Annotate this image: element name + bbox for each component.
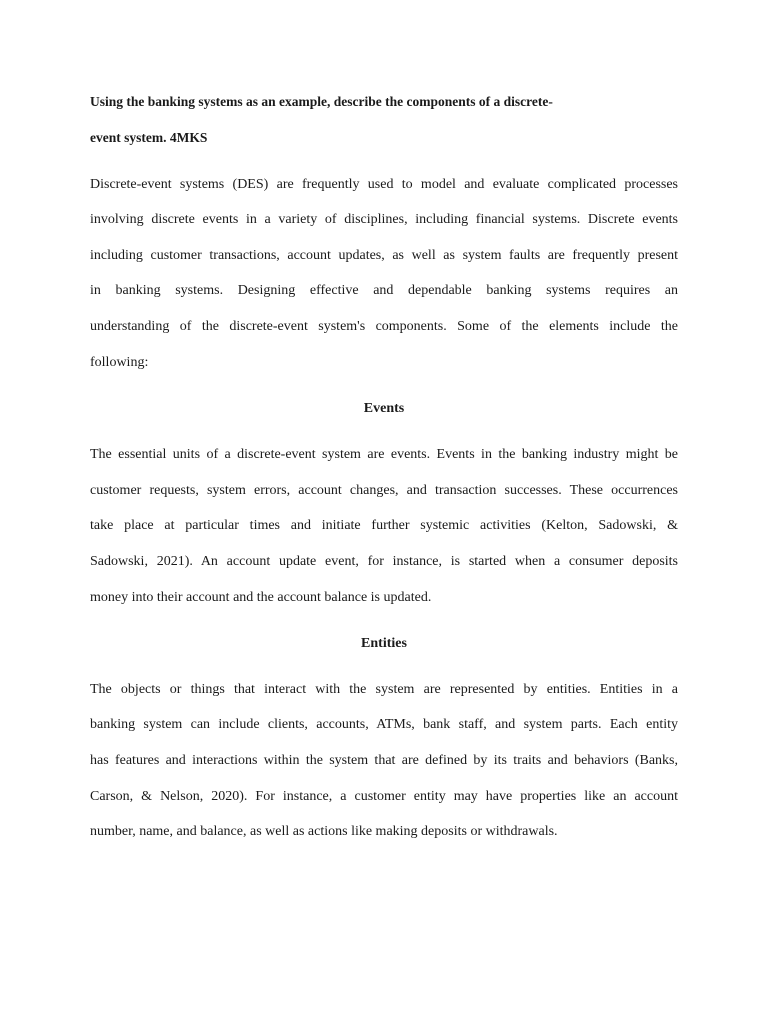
intro-line-3: including customer transactions, account updates, as well as system faults are frequently present — [90, 248, 678, 263]
intro-line-1: Discrete-event systems (DES) are frequently used to model and evaluate complicated processes — [90, 177, 678, 192]
entities-line-2: banking system can include clients, accounts, ATMs, bank staff, and system parts. Each entity — [90, 717, 678, 732]
entities-line-5: number, name, and balance, as well as actions like making deposits or withdrawals. — [90, 824, 558, 839]
events-heading: Events — [363, 401, 405, 416]
events-line-1: The essential units of a discrete-event system are events. Events in the banking industry might be — [90, 447, 678, 462]
events-line-3: take place at particular times and initiate further systemic activities (Kelton, Sadowski, & — [90, 518, 678, 533]
intro-line-2: involving discrete events in a variety of disciplines, including financial systems. Discrete events — [90, 212, 678, 227]
entities-line-1: The objects or things that interact with the system are represented by entities. Entities in a — [90, 682, 678, 697]
intro-line-5: understanding of the discrete-event system's components. Some of the elements include the — [90, 319, 678, 334]
question-title-line-1: Using the banking systems as an example, describe the components of a discrete- — [90, 94, 553, 109]
entities-line-3: has features and interactions within the system that are defined by its traits and behaviors (Banks, — [90, 753, 678, 768]
entities-heading: Entities — [361, 636, 407, 651]
entities-line-4: Carson, & Nelson, 2020). For instance, a customer entity may have properties like an account — [90, 789, 678, 804]
events-line-4: Sadowski, 2021). An account update event, for instance, is started when a consumer deposits — [90, 554, 678, 569]
events-line-5: money into their account and the account balance is updated. — [90, 590, 432, 605]
question-title-line-2: event system. 4MKS — [90, 130, 208, 145]
events-line-2: customer requests, system errors, account changes, and transaction successes. These occurrences — [90, 483, 678, 498]
intro-line-4: in banking systems. Designing effective and dependable banking systems requires an — [90, 283, 678, 298]
intro-line-6: following: — [90, 355, 149, 370]
